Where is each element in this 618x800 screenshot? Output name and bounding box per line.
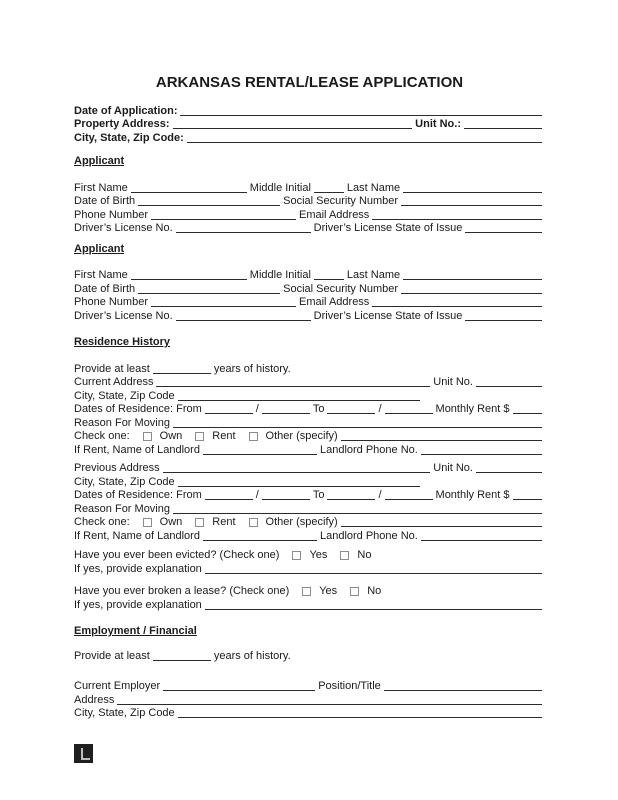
residence-history-heading-label: Residence History: [74, 336, 170, 348]
current-landlord-blank-3: [421, 453, 542, 455]
employment-years: [74, 649, 545, 663]
form-title: ARKANSAS RENTAL/LEASE APPLICATION: [155, 74, 464, 91]
property-address-blank-1: [173, 127, 413, 129]
property-address-label-2: Unit No.:: [415, 118, 461, 130]
applicant-2-name-blank-1: [131, 278, 247, 280]
legal-templates-logo-icon: [74, 744, 93, 763]
previous-landlord-blank-1: [203, 539, 317, 541]
previous-dates-of-residence-label-0: Dates of Residence: From: [74, 489, 202, 501]
applicant-2-phone-blank-1: [151, 305, 296, 307]
applicant-1-heading-label: Applicant: [74, 155, 125, 167]
applicant-2-license-label-0: Driver’s License No.: [74, 309, 173, 322]
current-employer: [74, 680, 545, 694]
applicant-1-birth-blank-3: [401, 204, 542, 206]
applicant-1-phone-blank-3: [372, 218, 542, 220]
previous-dates-of-residence-label-8: Monthly Rent $: [435, 489, 510, 501]
evicted-explanation: [74, 562, 545, 576]
previous-dates-of-residence-blank-5: [327, 498, 375, 500]
current-employer-blank-3: [384, 689, 542, 691]
current-dates-of-residence-blank-9: [513, 412, 542, 414]
applicant-1-birth-label-0: Date of Birth: [74, 195, 136, 207]
applicant-2-phone-label-0: Phone Number: [74, 296, 148, 308]
current-dates-of-residence: [74, 403, 545, 417]
current-address-label-0: Current Address: [74, 376, 154, 388]
employment-financial-heading: [74, 625, 545, 639]
lease-question-label-4: No: [367, 585, 382, 597]
previous-address-blank-3: [476, 471, 542, 473]
previous-city-state-zip-blank-1: [178, 485, 420, 487]
lease-question-label-2: Yes: [319, 585, 338, 597]
applicant-1-license-label-2: Driver’s License State of Issue: [313, 222, 463, 234]
current-dates-of-residence-label-0: Dates of Residence: From: [74, 403, 202, 415]
current-check-one-checkbox-1: [143, 432, 152, 441]
employer-city-state-zip-label-0: City, State, Zip Code: [74, 707, 175, 719]
header-city-state-zip-blank-1: [187, 141, 542, 143]
current-city-state-zip: [74, 389, 545, 403]
applicant-2-name-label-2: Middle Initial: [249, 269, 311, 281]
employment-years-label-2: years of history.: [213, 649, 291, 662]
current-dates-of-residence-blank-1: [205, 412, 253, 414]
current-address: [74, 376, 545, 390]
evicted-explanation-blank-1: [205, 572, 542, 574]
lease-question-label-0: Have you ever broken a lease? (Check one): [74, 585, 290, 597]
applicant-2-birth: [74, 282, 545, 296]
current-dates-of-residence-label-8: Monthly Rent $: [435, 403, 510, 415]
employer-city-state-zip: [74, 707, 545, 721]
applicant-2-phone: [74, 296, 545, 310]
previous-check-one-label-2: Own: [159, 516, 183, 528]
evicted-question-label-0: Have you ever been evicted? (Check one): [74, 549, 280, 561]
previous-reason-for-moving-blank-1: [173, 512, 542, 514]
current-reason-for-moving-blank-1: [173, 426, 542, 428]
applicant-1-name-blank-5: [403, 191, 542, 193]
lease-explanation: [74, 598, 545, 612]
current-employer-blank-1: [163, 689, 315, 691]
current-dates-of-residence-blank-3: [262, 412, 310, 414]
employer-city-state-zip-blank-1: [178, 716, 542, 718]
previous-dates-of-residence-blank-7: [385, 498, 433, 500]
previous-dates-of-residence-label-6: /: [378, 489, 382, 501]
current-check-one-checkbox-3: [195, 432, 204, 441]
previous-dates-of-residence-label-2: /: [255, 489, 259, 501]
logo-l-glyph-icon: [81, 748, 90, 760]
applicant-2-name: [74, 269, 545, 283]
lease-question-checkbox-1: [302, 587, 311, 596]
previous-check-one-label-4: Rent: [212, 516, 236, 528]
applicant-2-phone-blank-3: [372, 305, 542, 307]
applicant-1-phone: [74, 208, 545, 222]
current-city-state-zip-label-0: City, State, Zip Code: [74, 389, 175, 402]
residence-years-label-0: Provide at least: [74, 362, 150, 375]
current-check-one-label-6: Other (specify): [265, 430, 338, 442]
applicant-2-heading: [74, 242, 545, 256]
property-address-blank-3: [464, 127, 542, 129]
current-landlord-label-0: If Rent, Name of Landlord: [74, 443, 200, 456]
previous-dates-of-residence-label-4: To: [312, 489, 325, 501]
previous-dates-of-residence-blank-3: [262, 498, 310, 500]
previous-check-one-checkbox-1: [143, 518, 152, 527]
employment-years-label-0: Provide at least: [74, 649, 150, 662]
lease-explanation-blank-1: [205, 608, 542, 610]
previous-check-one-blank-7: [341, 525, 542, 527]
current-reason-for-moving-label-0: Reason For Moving: [74, 416, 170, 429]
employer-address: [74, 693, 545, 707]
previous-dates-of-residence: [74, 489, 545, 503]
date-of-application-blank-1: [180, 114, 542, 116]
applicant-2-birth-label-0: Date of Birth: [74, 282, 136, 295]
employment-financial-heading-label: Employment / Financial: [74, 625, 197, 637]
previous-reason-for-moving-label-0: Reason For Moving: [74, 502, 170, 515]
applicant-2-heading-label: Applicant: [74, 242, 125, 255]
previous-landlord: [74, 529, 545, 543]
current-reason-for-moving: [74, 416, 545, 430]
current-dates-of-residence-label-2: /: [255, 403, 259, 415]
evicted-question: [74, 549, 545, 563]
previous-reason-for-moving: [74, 502, 545, 516]
previous-landlord-label-0: If Rent, Name of Landlord: [74, 529, 200, 542]
date-of-application: [74, 104, 545, 118]
applicant-1-birth-blank-1: [138, 204, 280, 206]
current-address-label-2: Unit No.: [433, 376, 473, 388]
previous-address-label-2: Unit No.: [433, 462, 473, 474]
applicant-1-phone-blank-1: [151, 218, 296, 220]
current-dates-of-residence-blank-5: [327, 412, 375, 414]
applicant-1-license-label-0: Driver’s License No.: [74, 222, 173, 234]
previous-address-blank-1: [163, 471, 431, 473]
lease-explanation-label-0: If yes, provide explanation: [74, 598, 202, 611]
property-address: [74, 118, 545, 132]
applicant-1-license: [74, 222, 545, 236]
previous-check-one-label-6: Other (specify): [265, 516, 338, 528]
applicant-2-license-blank-1: [176, 319, 311, 321]
applicant-2-license: [74, 309, 545, 323]
property-address-label-0: Property Address:: [74, 118, 170, 130]
header-city-state-zip: [74, 131, 545, 145]
previous-check-one: [74, 516, 545, 530]
evicted-question-checkbox-3: [340, 551, 349, 560]
previous-address: [74, 462, 545, 476]
applicant-1-license-blank-1: [176, 231, 311, 233]
previous-dates-of-residence-blank-1: [205, 498, 253, 500]
previous-check-one-label-0: Check one:: [74, 516, 130, 528]
current-landlord-blank-1: [203, 453, 317, 455]
evicted-question-checkbox-1: [292, 551, 301, 560]
residence-history-heading: [74, 336, 545, 350]
applicant-2-name-blank-5: [403, 278, 542, 280]
applicant-2-name-label-0: First Name: [74, 269, 128, 281]
date-of-application-label-0: Date of Application:: [74, 104, 178, 117]
current-address-blank-3: [476, 385, 542, 387]
previous-check-one-checkbox-5: [249, 518, 258, 527]
current-dates-of-residence-blank-7: [385, 412, 433, 414]
applicant-1-phone-label-0: Phone Number: [74, 208, 148, 221]
current-check-one: [74, 430, 545, 444]
applicant-1-phone-label-2: Email Address: [299, 208, 370, 221]
lease-question: [74, 585, 545, 599]
applicant-2-birth-blank-3: [401, 292, 542, 294]
residence-years-blank-1: [153, 372, 211, 374]
evicted-explanation-label-0: If yes, provide explanation: [74, 562, 202, 575]
residence-years-label-2: years of history.: [213, 362, 291, 375]
current-check-one-blank-7: [341, 439, 542, 441]
current-check-one-label-2: Own: [159, 430, 183, 442]
lease-question-checkbox-3: [350, 587, 359, 596]
applicant-1-name-blank-1: [131, 191, 247, 193]
form-body: [74, 104, 545, 720]
current-city-state-zip-blank-1: [178, 399, 420, 401]
applicant-2-name-blank-3: [314, 278, 344, 280]
employer-address-label-0: Address: [74, 693, 115, 706]
previous-landlord-label-2: Landlord Phone No.: [319, 529, 418, 542]
current-address-blank-1: [156, 385, 430, 387]
current-employer-label-2: Position/Title: [318, 680, 381, 692]
previous-check-one-checkbox-3: [195, 518, 204, 527]
evicted-question-label-4: No: [357, 549, 372, 561]
current-employer-label-0: Current Employer: [74, 680, 161, 692]
applicant-1-heading: [74, 155, 545, 169]
applicant-2-birth-blank-1: [138, 292, 280, 294]
applicant-1-license-blank-3: [465, 231, 542, 233]
header-city-state-zip-label-0: City, State, Zip Code:: [74, 131, 184, 144]
applicant-2-phone-label-2: Email Address: [299, 296, 370, 308]
current-dates-of-residence-label-4: To: [312, 403, 325, 415]
previous-city-state-zip: [74, 475, 545, 489]
evicted-question-label-2: Yes: [309, 549, 328, 561]
applicant-1-name: [74, 181, 545, 195]
applicant-1-birth-label-2: Social Security Number: [283, 195, 399, 207]
applicant-2-birth-label-2: Social Security Number: [283, 282, 399, 295]
previous-dates-of-residence-blank-9: [513, 498, 542, 500]
current-check-one-label-4: Rent: [212, 430, 236, 442]
residence-years: [74, 362, 545, 376]
applicant-1-name-blank-3: [314, 191, 344, 193]
previous-city-state-zip-label-0: City, State, Zip Code: [74, 475, 175, 488]
employer-address-blank-1: [117, 703, 542, 705]
employment-years-blank-1: [153, 659, 211, 661]
applicant-2-license-label-2: Driver’s License State of Issue: [313, 309, 463, 322]
applicant-1-name-label-2: Middle Initial: [249, 181, 311, 194]
previous-address-label-0: Previous Address: [74, 462, 160, 474]
current-dates-of-residence-label-6: /: [378, 403, 382, 415]
current-landlord-label-2: Landlord Phone No.: [319, 443, 418, 456]
previous-landlord-blank-3: [421, 539, 542, 541]
current-check-one-checkbox-5: [249, 432, 258, 441]
applicant-1-name-label-4: Last Name: [346, 181, 401, 194]
applicant-1-name-label-0: First Name: [74, 181, 128, 194]
current-check-one-label-0: Check one:: [74, 430, 130, 442]
applicant-2-license-blank-3: [465, 319, 542, 321]
applicant-1-birth: [74, 195, 545, 209]
applicant-2-name-label-4: Last Name: [346, 269, 401, 281]
current-landlord: [74, 443, 545, 457]
